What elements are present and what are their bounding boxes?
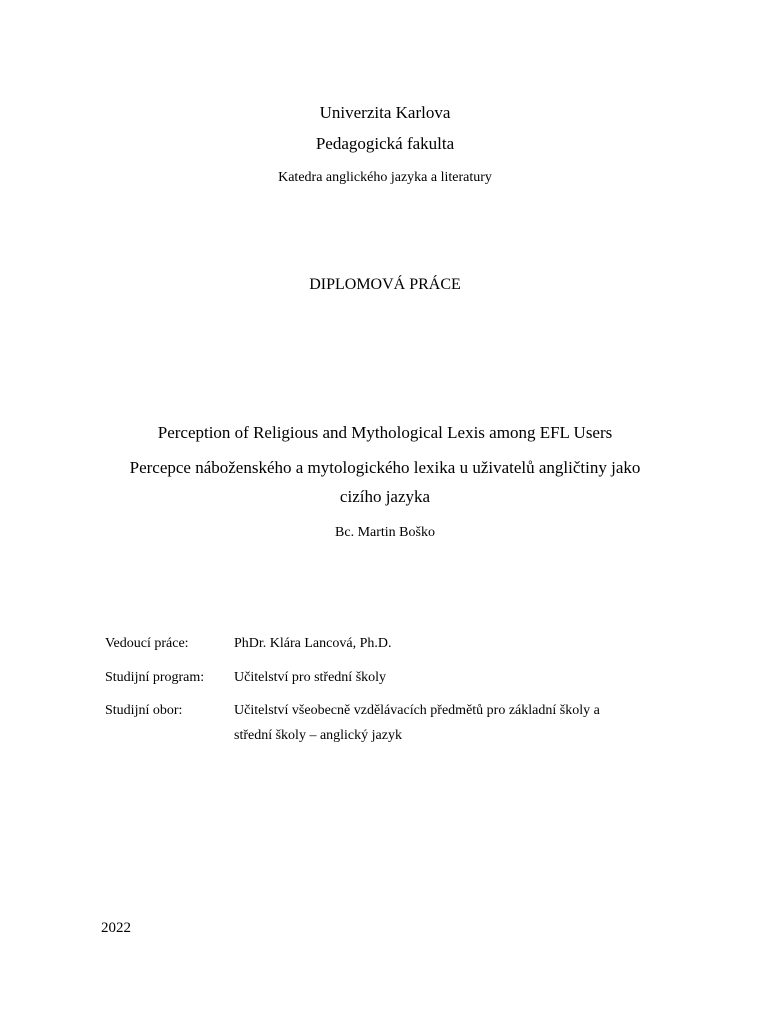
department-name: Katedra anglického jazyka a literatury [278, 170, 492, 185]
study-field-value-line-2: střední školy – anglický jazyk [234, 728, 402, 743]
faculty-name: Pedagogická fakulta [315, 134, 455, 153]
study-field-value-line-1: Učitelství všeobecně vzdělávacích předmětů pro základní školy a [234, 703, 600, 718]
supervisor-value: PhDr. Klára Lancová, Ph.D. [234, 636, 392, 651]
thesis-title-english: Perception of Religious and Mythological Lexis among EFL Users [157, 423, 613, 442]
thesis-title-czech-line-2: cizího jazyka [339, 487, 431, 506]
university-name: Univerzita Karlova [319, 103, 451, 122]
thesis-type: DIPLOMOVÁ PRÁCE [309, 276, 461, 293]
thesis-title-czech-line-1: Percepce náboženského a mytologického lexika u uživatelů angličtiny jako [129, 458, 641, 477]
year: 2022 [101, 920, 131, 936]
supervisor-label: Vedoucí práce: [105, 636, 189, 651]
study-program-label: Studijní program: [105, 670, 205, 685]
author-name: Bc. Martin Boško [335, 525, 435, 540]
study-program-value: Učitelství pro střední školy [234, 670, 387, 685]
study-field-label: Studijní obor: [105, 703, 183, 718]
